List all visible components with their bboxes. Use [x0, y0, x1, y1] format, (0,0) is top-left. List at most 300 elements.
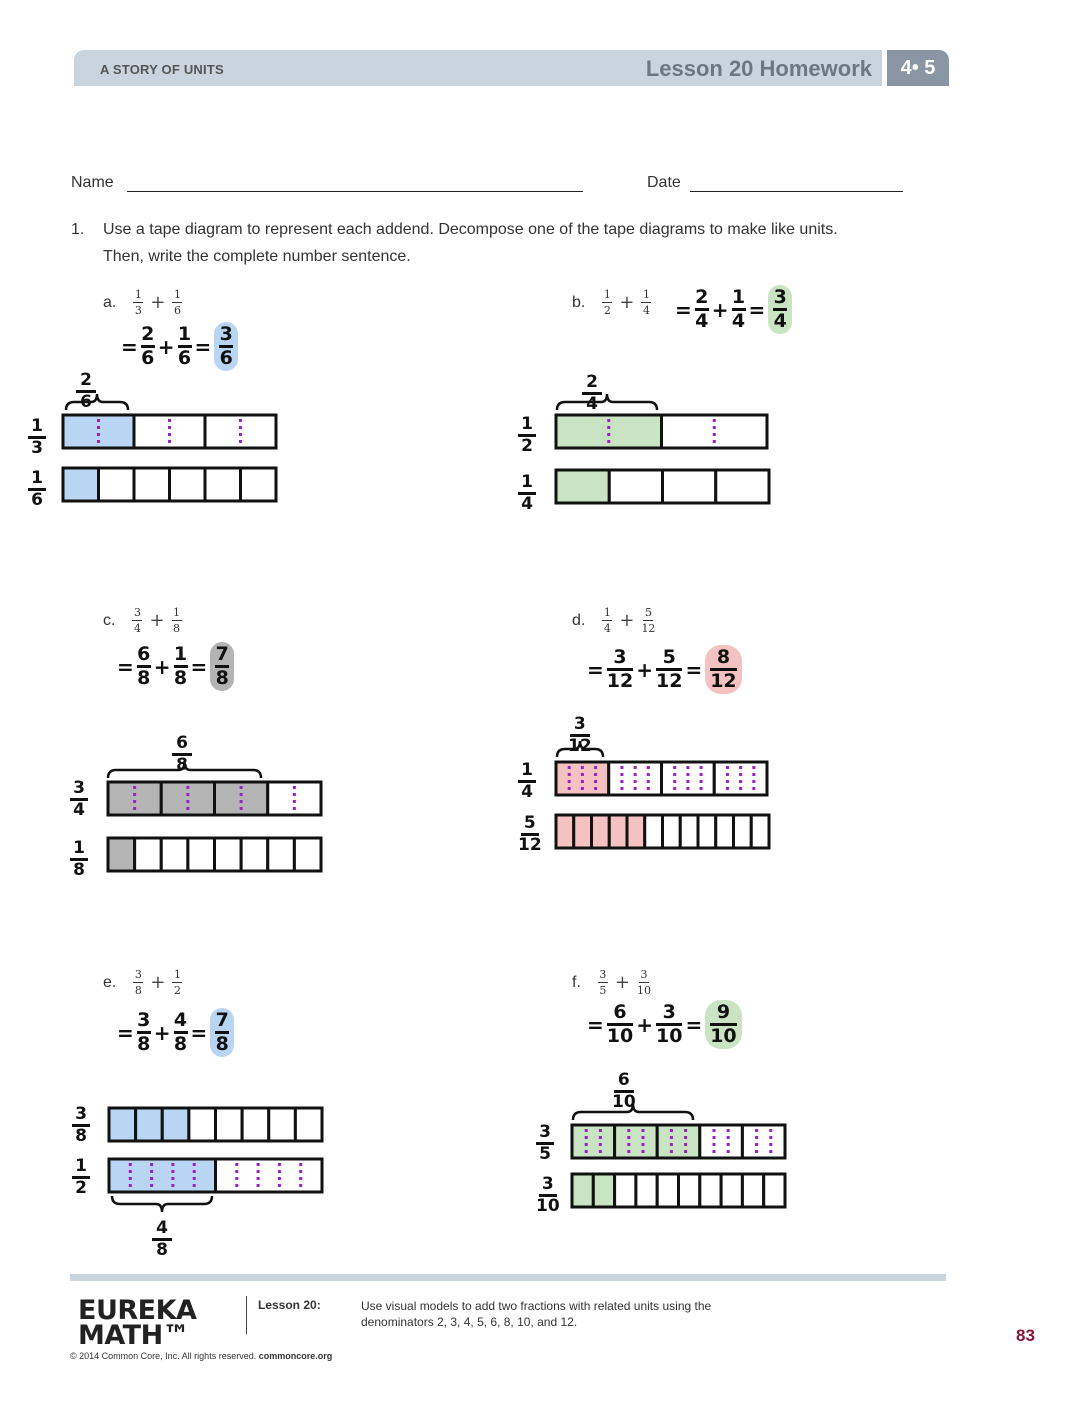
addend-1-numerator: 3: [134, 968, 142, 981]
brace-label-denominator: 6: [80, 392, 92, 412]
tape-unit: [170, 468, 206, 501]
tape-unit: [189, 1108, 216, 1141]
question-number: 1.: [71, 221, 85, 238]
tape-1-label-denominator: 4: [73, 800, 85, 820]
copyright-site: commoncore.org: [258, 1351, 333, 1361]
tape-unit: [108, 838, 135, 871]
brace-label: [582, 374, 602, 413]
problem-d-expression: [572, 606, 655, 635]
tape-unit: [663, 470, 716, 503]
brace-label-numerator: 6: [617, 1070, 630, 1090]
brace-label: [76, 372, 96, 411]
problem-a-handwritten-sentence: [118, 322, 238, 371]
question-text: [103, 216, 963, 270]
addend-1: [602, 606, 612, 635]
name-label: Name: [71, 174, 114, 191]
addend-1-bar: [132, 620, 142, 621]
tape-1: [108, 782, 321, 815]
answer-highlight: [210, 642, 234, 691]
logo-line-2: MATH™: [78, 1320, 190, 1351]
tape-unit: [109, 1108, 136, 1141]
addend-2-numerator: 1: [173, 968, 181, 981]
renamed-addend-2-denominator: 8: [173, 667, 188, 689]
addend-1-numerator: 3: [133, 606, 141, 619]
answer-fraction: [773, 288, 787, 331]
brace-label-denominator: 10: [612, 1092, 636, 1112]
tape-unit: [615, 1125, 658, 1158]
equals-sign: =: [117, 1020, 134, 1045]
answer-fraction: [215, 1011, 229, 1054]
addend-1-bar: [133, 302, 143, 303]
problem-c-expression: [103, 606, 182, 635]
brace-label-numerator: 2: [586, 372, 598, 392]
tape-2-label: [536, 1176, 560, 1215]
equals-sign: =: [685, 1012, 703, 1037]
renamed-addend-1: [695, 288, 709, 331]
problem-d-handwritten-sentence: [584, 645, 742, 694]
renamed-addend-1-numerator: 2: [141, 323, 155, 345]
tape-2: [109, 1159, 322, 1192]
addend-1: [133, 288, 143, 317]
tape-1-label: [28, 418, 46, 457]
addend-1: [602, 288, 612, 317]
problem-c-handwritten-sentence: [114, 642, 234, 691]
tape-unit: [268, 782, 321, 815]
tape-unit: [698, 815, 716, 848]
brace-label: [172, 735, 192, 774]
addend-2-denominator: 10: [636, 984, 651, 997]
renamed-addend-1: [141, 325, 155, 368]
problem-a-label: a.: [103, 293, 117, 311]
renamed-addend-1-numerator: 2: [695, 286, 709, 308]
tape-unit: [99, 468, 135, 501]
renamed-addend-1: [607, 648, 633, 691]
answer-fraction-denominator: 4: [773, 310, 787, 332]
renamed-addend-2-numerator: 5: [662, 646, 676, 668]
addend-2-bar: [639, 982, 649, 983]
tape-1-label-numerator: 3: [75, 1104, 87, 1124]
tape-unit: [742, 1125, 785, 1158]
tape-1-label: [518, 762, 536, 801]
tape-unit: [662, 762, 715, 795]
brace: [557, 394, 657, 410]
tape-unit: [268, 838, 295, 871]
addend-2-denominator: 12: [641, 622, 656, 635]
renamed-addend-1-denominator: 10: [606, 1025, 634, 1047]
footer-description: Use visual models to add two fractions with related units using the denominators 2, 3, 4, 5, 6, 8, 10, and 12.: [361, 1299, 712, 1329]
plus-sign: +: [636, 1012, 653, 1037]
problem-d-label: d.: [572, 611, 586, 629]
plus-sign: +: [153, 654, 171, 679]
question-line-2: Then, write the complete number sentence.: [103, 248, 411, 265]
renamed-addend-2: [732, 288, 746, 331]
tape-unit: [657, 1125, 700, 1158]
tape-2-label: [70, 840, 88, 879]
problem-f-expression: [572, 968, 651, 997]
addend-2-denominator: 2: [173, 984, 181, 997]
footer-rule: [70, 1274, 946, 1281]
answer-highlight: [214, 322, 238, 371]
tape-2: [572, 1174, 785, 1207]
tape-unit: [662, 415, 768, 448]
tape-1-label: [536, 1124, 554, 1163]
tape-2: [556, 815, 769, 848]
tape-unit: [241, 468, 277, 501]
page-number: 83: [1016, 1326, 1035, 1345]
tape-unit: [161, 782, 214, 815]
addend-1: [133, 968, 143, 997]
answer-fraction-denominator: 8: [215, 667, 229, 689]
problem-b-handwritten-sentence: [672, 285, 792, 334]
tape-1-label: [518, 416, 536, 455]
addend-1-numerator: 1: [603, 288, 611, 301]
addend-2-denominator: 8: [173, 622, 181, 635]
addend-1-denominator: 5: [599, 984, 607, 997]
tape-unit: [663, 815, 681, 848]
addend-2-bar: [172, 982, 182, 983]
brace: [112, 1196, 212, 1212]
addend-2-numerator: 3: [640, 968, 648, 981]
renamed-addend-2: [178, 325, 192, 368]
tape-unit: [108, 782, 161, 815]
tape-unit: [609, 470, 662, 503]
equals-sign: =: [194, 334, 212, 359]
tape-unit: [700, 1125, 743, 1158]
addend-1-numerator: 1: [603, 606, 611, 619]
brace-label: [612, 1072, 636, 1111]
renamed-addend-1-denominator: 8: [137, 667, 151, 689]
logo-line-1: EUREKA: [78, 1295, 197, 1326]
tape-unit: [716, 470, 769, 503]
name-field[interactable]: [127, 191, 583, 192]
renamed-addend-1: [607, 1003, 633, 1046]
date-label: Date: [647, 174, 681, 191]
renamed-addend-2: [174, 1011, 188, 1054]
tape-2-label-denominator: 4: [521, 494, 533, 514]
tape-2-label-numerator: 1: [31, 468, 43, 488]
plus-sign: +: [157, 334, 175, 359]
brace-label-numerator: 2: [80, 370, 92, 390]
tape-unit: [645, 815, 663, 848]
addend-1-bar: [602, 620, 612, 621]
addend-2: [637, 968, 651, 997]
addend-1-numerator: 3: [599, 968, 607, 981]
tape-unit: [572, 1125, 615, 1158]
tape-unit: [556, 470, 609, 503]
equals-sign: =: [190, 654, 208, 679]
tape-unit: [572, 1174, 593, 1207]
tape-1-label-numerator: 3: [73, 778, 85, 798]
tape-1-label-denominator: 3: [31, 438, 43, 458]
tape-unit: [63, 468, 99, 501]
tape-unit: [615, 1174, 636, 1207]
addend-2: [641, 288, 651, 317]
tape-unit: [269, 1108, 296, 1141]
addend-1-bar: [133, 982, 143, 983]
plus-sign: +: [619, 610, 635, 631]
plus-sign: +: [619, 292, 635, 313]
answer-highlight: [705, 645, 741, 694]
footer-lesson-label: Lesson 20:: [258, 1298, 321, 1312]
problem-e-label: e.: [103, 973, 117, 991]
eureka-math-logo: [78, 1295, 197, 1351]
plus-sign: +: [636, 657, 653, 682]
answer-fraction-denominator: 8: [215, 1033, 229, 1055]
tape-2-label-numerator: 1: [75, 1156, 87, 1176]
equals-sign: =: [685, 657, 703, 682]
brace-label-denominator: 12: [568, 736, 592, 756]
addend-1-denominator: 2: [603, 304, 611, 317]
tape-unit: [134, 468, 170, 501]
brace-label-denominator: 8: [176, 755, 188, 775]
problem-f-handwritten-sentence: [584, 1000, 742, 1049]
tape-1: [63, 415, 276, 448]
answer-fraction: [710, 1003, 736, 1046]
tape-2-label-numerator: 3: [541, 1174, 554, 1194]
addend-1-denominator: 4: [133, 622, 141, 635]
renamed-addend-2-denominator: 10: [655, 1025, 683, 1047]
tape-2-label: [518, 474, 536, 513]
plus-sign: +: [150, 292, 166, 313]
equals-sign: =: [675, 297, 692, 322]
answer-fraction-denominator: 12: [710, 670, 737, 692]
tape-unit: [636, 1174, 657, 1207]
question-line-1: Use a tape diagram to represent each addend. Decompose one of the tape diagrams to make like units.: [103, 221, 838, 238]
problem-e-expression: [103, 968, 182, 997]
tape-unit: [109, 1159, 216, 1192]
tape-unit: [294, 838, 321, 871]
tape-unit: [721, 1174, 742, 1207]
addend-2: [641, 606, 655, 635]
problem-b-label: b.: [572, 293, 586, 311]
tape-unit: [135, 838, 162, 871]
renamed-addend-1-numerator: 3: [137, 1009, 151, 1031]
tape-2-label: [518, 815, 542, 854]
footer-divider: [246, 1296, 247, 1334]
addend-1-bar: [602, 302, 612, 303]
plus-sign: +: [153, 1020, 171, 1045]
addend-1-denominator: 4: [603, 622, 611, 635]
plus-sign: +: [149, 610, 165, 631]
tape-2: [63, 468, 276, 501]
renamed-addend-2: [656, 648, 682, 691]
tape-unit: [700, 1174, 721, 1207]
answer-highlight: [705, 1000, 741, 1049]
tape-unit: [188, 838, 215, 871]
answer-fraction: [215, 645, 229, 688]
tape-2-label-numerator: 5: [523, 813, 536, 833]
renamed-addend-2-denominator: 4: [731, 310, 746, 332]
renamed-addend-2: [656, 1003, 682, 1046]
tape-unit: [574, 815, 592, 848]
renamed-addend-1-denominator: 12: [606, 670, 634, 692]
tape-unit: [162, 1108, 189, 1141]
addend-2-denominator: 6: [173, 304, 181, 317]
tape-1-label-denominator: 5: [539, 1144, 551, 1164]
answer-fraction-denominator: 6: [219, 347, 233, 369]
tape-1-label-numerator: 1: [521, 414, 533, 434]
tape-unit: [716, 815, 734, 848]
tape-1: [556, 415, 767, 448]
lesson-title: Lesson 20 Homework: [645, 56, 872, 81]
tape-unit: [216, 1108, 243, 1141]
plus-sign: +: [711, 297, 729, 322]
date-field[interactable]: [690, 191, 903, 192]
tape-unit: [679, 1174, 700, 1207]
answer-fraction-denominator: 10: [710, 1025, 737, 1047]
tape-unit: [609, 762, 662, 795]
addend-2-bar: [643, 620, 653, 621]
tape-unit: [593, 1174, 614, 1207]
addend-2-numerator: 5: [644, 606, 652, 619]
tape-2-label: [28, 470, 46, 509]
tape-unit: [216, 1159, 323, 1192]
brace-label-numerator: 3: [573, 714, 586, 734]
tape-unit: [215, 838, 242, 871]
problem-f-label: f.: [572, 973, 581, 991]
tape-2: [556, 470, 769, 503]
tape-unit: [556, 815, 574, 848]
answer-fraction: [219, 325, 233, 368]
addend-2-bar: [641, 302, 651, 303]
answer-fraction-numerator: 3: [219, 323, 233, 345]
renamed-addend-2-numerator: 4: [173, 1009, 188, 1031]
addend-2: [172, 968, 182, 997]
tape-unit: [742, 1174, 763, 1207]
brace-label-denominator: 8: [156, 1240, 168, 1260]
problem-a-expression: [103, 288, 182, 317]
brace-label: [568, 716, 592, 755]
series-title: A STORY OF UNITS: [100, 62, 224, 77]
renamed-addend-2-denominator: 12: [655, 670, 683, 692]
tape-unit: [134, 415, 205, 448]
tape-2-label-denominator: 12: [518, 835, 542, 855]
tape-unit: [63, 415, 134, 448]
renamed-addend-1-denominator: 6: [141, 347, 155, 369]
tape-unit: [556, 762, 609, 795]
plus-sign: +: [150, 972, 166, 993]
renamed-addend-1: [137, 1011, 151, 1054]
renamed-addend-2-denominator: 8: [173, 1033, 188, 1055]
tape-unit: [242, 1108, 269, 1141]
brace-label-denominator: 4: [586, 394, 598, 414]
tape-unit: [627, 815, 645, 848]
tape-1-label: [70, 780, 88, 819]
addend-2-bar: [172, 620, 182, 621]
addend-2-numerator: 1: [642, 288, 650, 301]
tape-unit: [205, 415, 276, 448]
problem-c-label: c.: [103, 611, 116, 629]
answer-highlight: [768, 285, 792, 334]
renamed-addend-1-numerator: 3: [613, 646, 627, 668]
tape-2: [108, 838, 321, 871]
renamed-addend-1-numerator: 6: [137, 643, 151, 665]
tape-unit: [657, 1174, 678, 1207]
equals-sign: =: [190, 1020, 208, 1045]
tape-1: [572, 1125, 785, 1158]
tape-1-label-denominator: 8: [75, 1126, 87, 1146]
tape-2-label-denominator: 8: [73, 860, 85, 880]
addend-1: [132, 606, 142, 635]
tape-1-label-denominator: 2: [521, 436, 533, 456]
tape-2-label: [72, 1158, 90, 1197]
renamed-addend-2-numerator: 1: [177, 323, 192, 345]
renamed-addend-1-denominator: 4: [695, 310, 709, 332]
problem-b-expression: [572, 288, 651, 317]
addend-1: [598, 968, 608, 997]
tape-1-label-denominator: 4: [521, 782, 533, 802]
problem-e-handwritten-sentence: [114, 1008, 234, 1057]
addend-2-bar: [172, 302, 182, 303]
equals-sign: =: [587, 1012, 604, 1037]
tape-unit: [751, 815, 769, 848]
equals-sign: =: [748, 297, 766, 322]
brace-label-numerator: 6: [176, 733, 188, 753]
tape-1-label-numerator: 3: [539, 1122, 551, 1142]
addend-2-denominator: 4: [642, 304, 650, 317]
renamed-addend-1-numerator: 6: [613, 1001, 627, 1023]
plus-sign: +: [614, 972, 630, 993]
brace-label: [152, 1220, 172, 1259]
tape-1-label-numerator: 1: [31, 416, 43, 436]
renamed-addend-2-numerator: 1: [173, 643, 188, 665]
addend-1-numerator: 1: [134, 288, 142, 301]
addend-2-numerator: 1: [173, 606, 181, 619]
renamed-addend-2-numerator: 1: [731, 286, 746, 308]
addend-1-denominator: 8: [134, 984, 142, 997]
answer-fraction-numerator: 8: [716, 646, 731, 668]
answer-fraction-numerator: 3: [773, 286, 787, 308]
tape-unit: [136, 1108, 163, 1141]
tape-1: [556, 762, 767, 795]
renamed-addend-2: [174, 645, 188, 688]
tape-2-label-denominator: 2: [75, 1178, 87, 1198]
answer-fraction-numerator: 7: [215, 1009, 229, 1031]
equals-sign: =: [587, 657, 604, 682]
tape-unit: [205, 468, 241, 501]
renamed-addend-1: [137, 645, 151, 688]
tape-unit: [592, 815, 610, 848]
renamed-addend-2-denominator: 6: [177, 347, 192, 369]
equals-sign: =: [117, 654, 134, 679]
tape-unit: [215, 782, 268, 815]
tape-2-label-denominator: 6: [31, 490, 43, 510]
addend-1-denominator: 3: [134, 304, 142, 317]
renamed-addend-2-numerator: 3: [662, 1001, 676, 1023]
copyright: [70, 1351, 332, 1361]
renamed-addend-1-denominator: 8: [137, 1033, 151, 1055]
answer-fraction-numerator: 7: [215, 643, 229, 665]
answer-highlight: [210, 1008, 234, 1057]
tape-unit: [556, 415, 662, 448]
answer-fraction: [710, 648, 736, 691]
tape-unit: [161, 838, 188, 871]
tape-1-label: [72, 1106, 90, 1145]
tape-unit: [734, 815, 752, 848]
addend-2-numerator: 1: [173, 288, 181, 301]
brace-label-numerator: 4: [156, 1218, 168, 1238]
addend-1-bar: [598, 982, 608, 983]
tape-2-label-denominator: 10: [536, 1196, 560, 1216]
tape-1: [109, 1108, 322, 1141]
grade-module-badge: 4• 5: [887, 50, 949, 86]
addend-2: [172, 288, 182, 317]
tape-unit: [241, 838, 268, 871]
copyright-text: © 2014 Common Core, Inc. All rights reserved.: [70, 1351, 257, 1361]
tape-unit: [680, 815, 698, 848]
addend-2: [172, 606, 182, 635]
tape-2-label-numerator: 1: [73, 838, 85, 858]
